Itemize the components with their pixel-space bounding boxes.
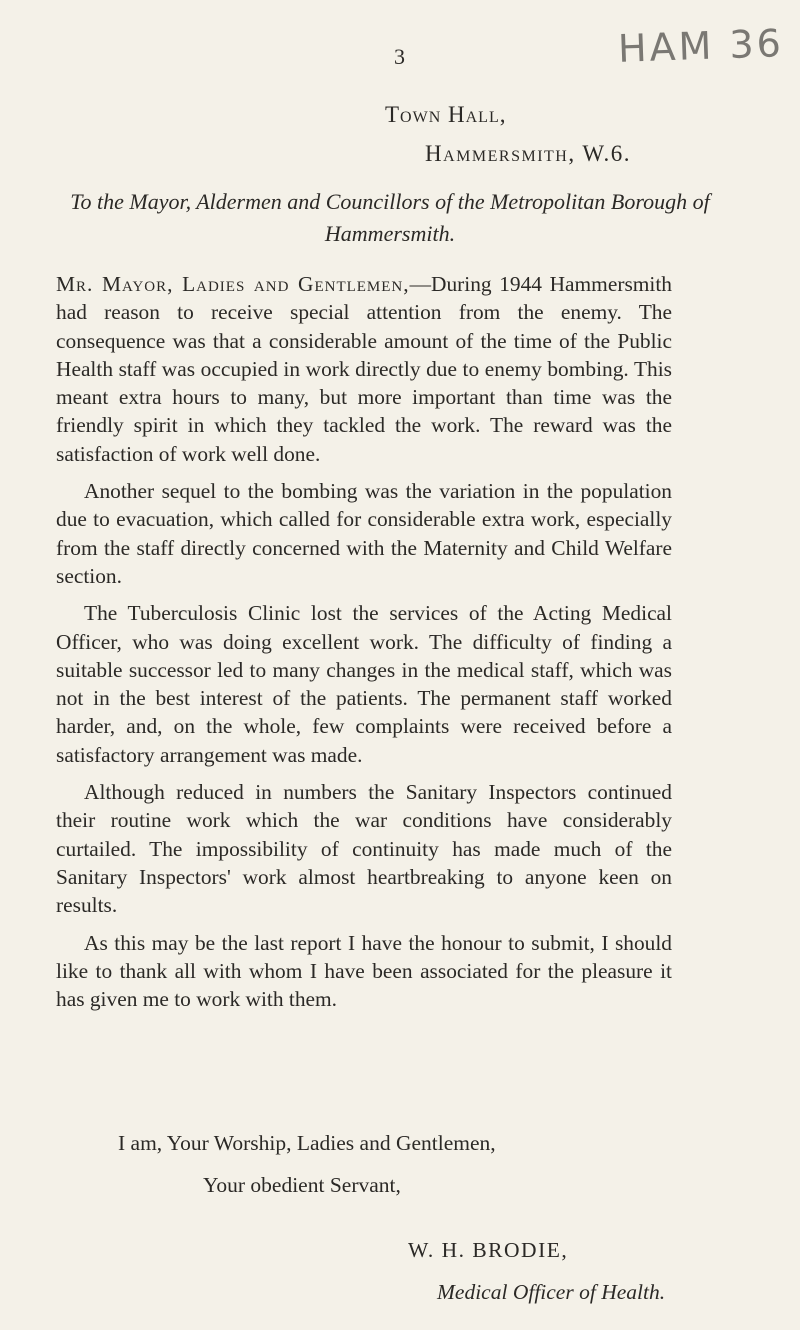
- paragraph-5: As this may be the last report I have the honour to submit, I should like to thank all with whom I have been associated for the pleasure it has given me to work with them.: [56, 930, 672, 1012]
- closing-line-2: Your obedient Servant,: [203, 1173, 401, 1197]
- letter-body: [56, 270, 672, 1022]
- paragraph-1-text: —During 1944 Hammersmith had reason to receive special attention from the enemy. The consequence was that a considerable amount of the time of the Public Health staff was occupied in work directly due to enemy bombing. This meant extra hours to many, but more important than time was the friendly spirit in which they tackled the work. The reward was the satisfaction of work well done.: [56, 272, 672, 466]
- address-line-2: Hammersmith, W.6.: [425, 141, 632, 166]
- paragraph-2: Another sequel to the bombing was the variation in the population due to evacuation, which called for considerable extra work, especially from the staff directly concerned with the Maternity and Child Welfare section.: [56, 479, 672, 588]
- paragraph-1: [56, 270, 672, 468]
- paragraph-3: The Tuberculosis Clinic lost the services of the Acting Medical Officer, who was doing excellent work. The difficulty of finding a suitable successor led to many changes in the medical staff, which was not in the best interest of the patients. The permanent staff worked harder, and, on the whole, few complaints were received before a satisfactory arrangement was made.: [56, 601, 672, 767]
- handwritten-reference: HAM 36: [617, 21, 785, 71]
- signature-name: W. H. BRODIE,: [408, 1238, 569, 1262]
- opening-address: Mr. Mayor, Ladies and Gentlemen,: [56, 272, 410, 296]
- closing-line-1: I am, Your Worship, Ladies and Gentlemen,: [118, 1131, 496, 1155]
- signature-title: Medical Officer of Health.: [437, 1280, 666, 1304]
- salutation: To the Mayor, Aldermen and Councillors of the Metropolitan Borough of Hammersmith.: [70, 189, 710, 246]
- page-number: 3: [394, 44, 406, 69]
- address-line-1: Town Hall,: [385, 102, 507, 127]
- paragraph-4: Although reduced in numbers the Sanitary Inspectors continued their routine work which the war conditions have considerably curtailed. The impossibility of continuity has made much of the Sanitary Inspectors' work almost heartbreaking to anyone keen on results.: [56, 780, 672, 918]
